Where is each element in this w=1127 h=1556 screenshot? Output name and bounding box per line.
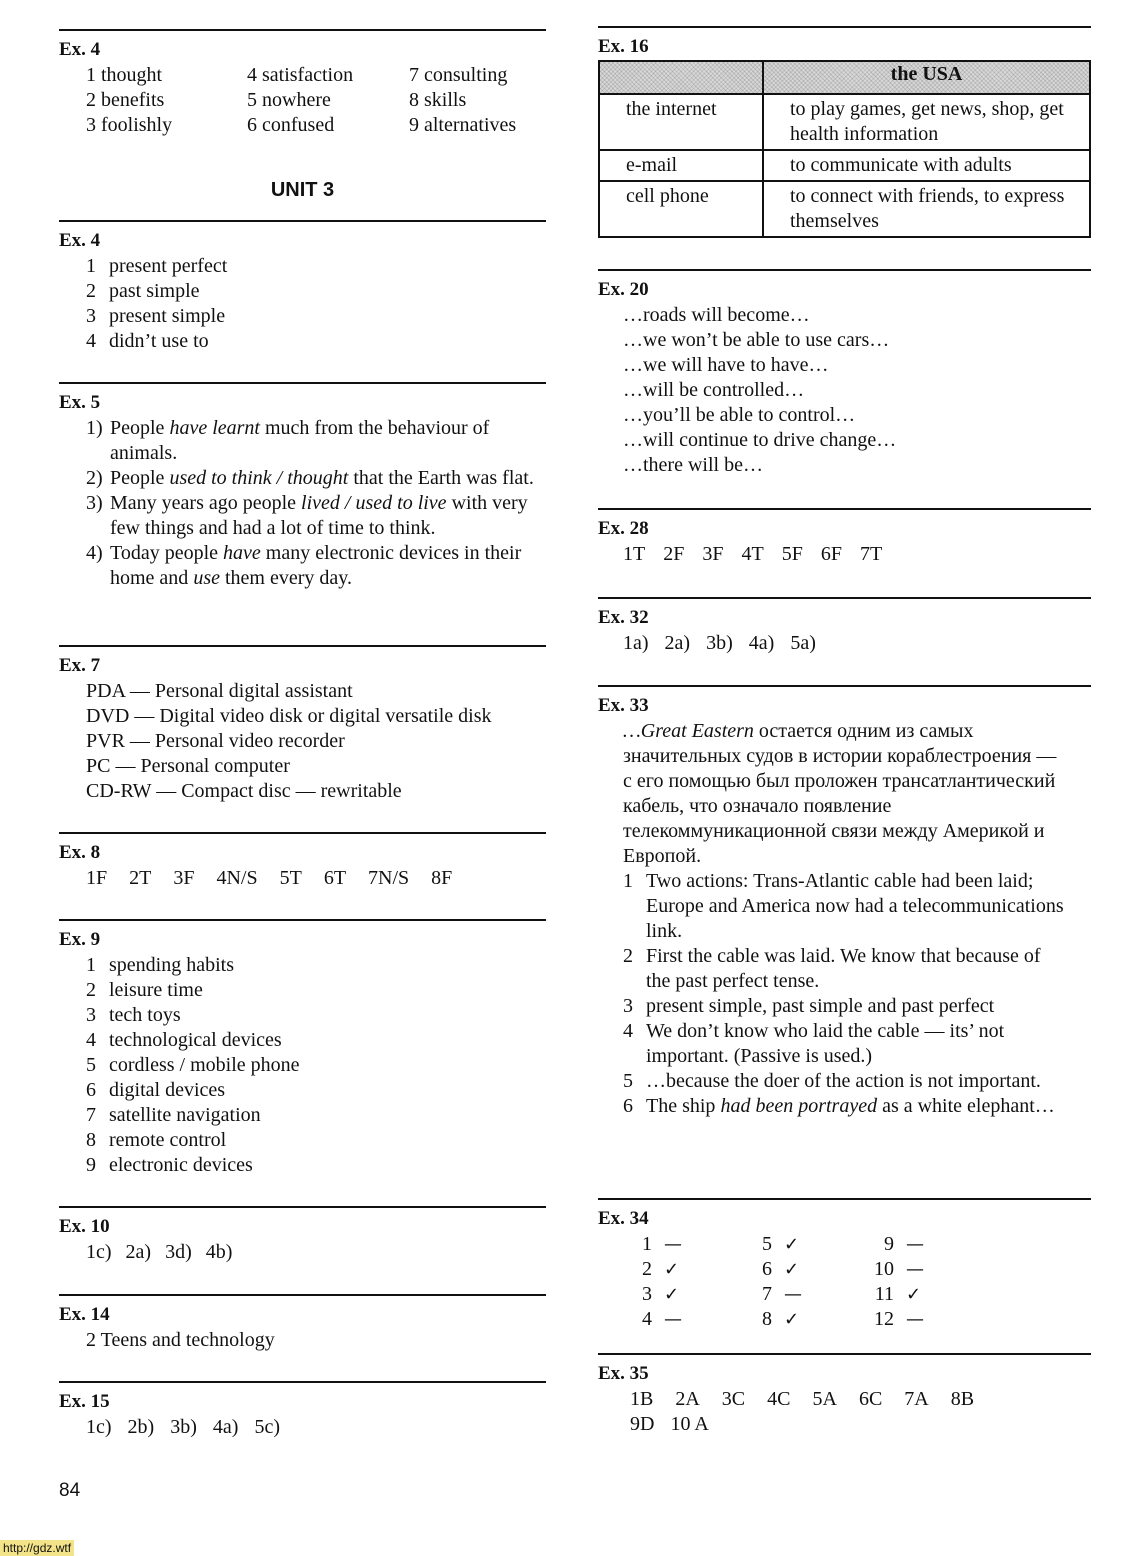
answer-item: 5a) [790, 632, 816, 654]
answer-item: 8B [950, 1388, 975, 1410]
table-row [599, 94, 1090, 150]
page-number: 84 [59, 1480, 81, 1501]
answer-item: 1 — [642, 1233, 682, 1255]
answer-row [598, 542, 1091, 567]
checkmark-icon: ✓ [906, 1284, 922, 1305]
section-ex16 [598, 26, 1091, 238]
item-number: 3 [86, 1004, 96, 1026]
item-number: 5 [86, 1054, 96, 1076]
list-item [623, 1019, 1068, 1069]
answer-item: 6 ✓ [762, 1258, 800, 1280]
list-item: PDA — Personal digital assistant [86, 680, 353, 702]
usage-table [598, 60, 1091, 238]
answer-row [598, 631, 1091, 656]
table-cell: to play games, get news, shop, get health information [763, 94, 1090, 150]
dash-icon: — [664, 1309, 682, 1330]
answer-grid [598, 1232, 1091, 1332]
item-number: 2 [86, 280, 96, 302]
exercise-title: Ex. 15 [59, 1391, 110, 1412]
section-ex34 [598, 1198, 1091, 1332]
item-text: technological devices [109, 1029, 282, 1051]
checkmark-icon: ✓ [784, 1234, 800, 1255]
item-number: 4 [86, 330, 96, 352]
answer-item: 4 satisfaction [247, 64, 354, 86]
table-header-row [599, 61, 1090, 94]
item-text: Today people have many electronic devices in their home and use them every day. [110, 542, 522, 589]
section-ex20 [598, 269, 1091, 478]
dash-icon: — [664, 1234, 682, 1255]
answer-item: 7N/S [368, 867, 410, 889]
answer-item: 8 ✓ [762, 1308, 800, 1330]
answer-grid [59, 63, 546, 138]
answer-row [59, 1240, 546, 1265]
table-cell: cell phone [599, 181, 763, 237]
answer-item: 3C [721, 1388, 746, 1410]
exercise-title: Ex. 5 [59, 392, 101, 413]
section-ex4-unit2 [59, 29, 546, 138]
answer-item: 9 alternatives [409, 114, 517, 136]
answer-item: 1c) [86, 1241, 112, 1263]
list-item: PVR — Personal video recorder [86, 730, 345, 752]
answer-item: 3b) [170, 1416, 197, 1438]
list-item [86, 953, 546, 978]
item-number: 7 [86, 1104, 96, 1126]
answer-item: 2A [675, 1388, 700, 1410]
table-row [599, 150, 1090, 181]
answer-item: 5F [781, 543, 803, 565]
answer-item: 1a) [623, 632, 649, 654]
section-ex8 [59, 832, 546, 891]
item-text: present simple [109, 305, 226, 327]
answer-item: 4a) [748, 632, 775, 654]
exercise-title: Ex. 33 [598, 695, 649, 716]
table-cell: the internet [599, 94, 763, 150]
section-ex28 [598, 508, 1091, 567]
list-item: CD-RW — Compact disc — rewritable [86, 780, 402, 802]
item-text: Many years ago people lived / used to live with very few things and had a lot of time to think. [110, 492, 528, 539]
answer-text: 2 Teens and technology [86, 1329, 275, 1351]
list-item: …will continue to drive change… [623, 429, 897, 451]
list-item [86, 1103, 546, 1128]
item-number: 1 [623, 870, 633, 892]
item-text: tech toys [109, 1004, 181, 1026]
exercise-title: Ex. 4 [59, 39, 101, 60]
list-item: DVD — Digital video disk or digital versatile disk [86, 705, 492, 727]
answer-row [59, 866, 546, 891]
list-item [86, 978, 546, 1003]
answer-item: 2a) [664, 632, 691, 654]
table-row [599, 181, 1090, 237]
item-number: 4 [623, 1020, 633, 1042]
answer-item: 2a) [125, 1241, 152, 1263]
answer-item: 2F [663, 543, 685, 565]
table-cell: to connect with friends, to express themselves [763, 181, 1090, 237]
item-number: 4) [86, 542, 103, 564]
item-text: present simple, past simple and past perfect [646, 995, 995, 1017]
list-item [86, 304, 546, 329]
item-text: digital devices [109, 1079, 226, 1101]
answer-item: 1c) [86, 1416, 112, 1438]
item-number: 2 [86, 979, 96, 1001]
answer-item: 2b) [127, 1416, 155, 1438]
answer-item: 1F [86, 867, 108, 889]
exercise-title: Ex. 28 [598, 518, 649, 539]
exercise-title: Ex. 10 [59, 1216, 110, 1237]
answer-item: 2T [129, 867, 152, 889]
table-header-cell: the USA [763, 61, 1090, 94]
answer-item: 7A [904, 1388, 929, 1410]
item-number: 5 [623, 1070, 633, 1092]
answer-item: 6T [323, 867, 347, 889]
answer-item: 1 thought [86, 64, 163, 86]
section-ex32 [598, 597, 1091, 656]
section-ex5 [59, 382, 546, 591]
list-item [86, 1003, 546, 1028]
item-text: The ship had been portrayed as a white elephant… [646, 1095, 1055, 1117]
item-text: cordless / mobile phone [109, 1054, 300, 1076]
dash-icon: — [906, 1309, 924, 1330]
answer-item: 4C [767, 1388, 791, 1410]
answer-item: 2 benefits [86, 89, 165, 111]
list-item: …we won’t be able to use cars… [623, 329, 890, 351]
answer-item: 5T [279, 867, 302, 889]
list-item [86, 254, 546, 279]
item-number: 4 [86, 1029, 96, 1051]
item-text: …because the doer of the action is not important. [646, 1070, 1041, 1092]
item-number: 6 [86, 1079, 96, 1101]
list-item [86, 1053, 546, 1078]
section-ex9 [59, 919, 546, 1178]
list-item: PC — Personal computer [86, 755, 290, 777]
answer-item: 5c) [254, 1416, 280, 1438]
section-ex4 [59, 220, 546, 354]
item-number: 2) [86, 467, 103, 489]
exercise-title: Ex. 9 [59, 929, 101, 950]
list-item [623, 869, 1068, 944]
checkmark-icon: ✓ [784, 1259, 800, 1280]
answer-item: 10 — [874, 1258, 924, 1280]
translation-paragraph: …Great Eastern остается одним из самых значительных судов в истории кораблестроения — с его помощью был проложен трансатлантический кабель, что означало появление телекоммуникационной связи между Америкой и Европой. [623, 720, 1057, 867]
list-item: …roads will become… [623, 304, 810, 326]
checkmark-icon: ✓ [784, 1309, 800, 1330]
table-header-cell [599, 61, 763, 94]
exercise-title: Ex. 14 [59, 1304, 110, 1325]
list-item [86, 416, 546, 466]
item-number: 8 [86, 1129, 96, 1151]
dash-icon: — [906, 1259, 924, 1280]
item-text: We don’t know who laid the cable — its’ not important. (Passive is used.) [646, 1020, 1005, 1067]
item-text: spending habits [109, 954, 234, 976]
exercise-title: Ex. 8 [59, 842, 101, 863]
item-text: remote control [109, 1129, 227, 1151]
exercise-title: Ex. 7 [59, 655, 101, 676]
list-item [623, 944, 1068, 994]
answer-item: 3b) [706, 632, 733, 654]
list-item: …will be controlled… [623, 379, 805, 401]
item-number: 9 [86, 1154, 96, 1176]
answer-item: 6 confused [247, 114, 335, 136]
list-item [86, 466, 546, 491]
list-item: …you’ll be able to control… [623, 404, 856, 426]
unit-heading: UNIT 3 [270, 179, 335, 201]
section-ex15 [59, 1381, 546, 1440]
item-text: past simple [109, 280, 200, 302]
answer-item: 7T [859, 543, 883, 565]
answer-item: 12 — [874, 1308, 924, 1330]
item-text: People have learnt much from the behaviour of animals. [110, 417, 490, 464]
exercise-title: Ex. 4 [59, 230, 101, 251]
answer-item: 1T [623, 543, 646, 565]
answer-item: 9D [630, 1413, 655, 1435]
answer-item: 3F [173, 867, 195, 889]
table-cell: e-mail [599, 150, 763, 181]
item-text: present perfect [109, 255, 228, 277]
answer-item: 8 skills [409, 89, 467, 111]
exercise-title: Ex. 16 [598, 36, 649, 57]
answer-item: 10 A [670, 1413, 709, 1435]
list-item [86, 541, 546, 591]
answer-item: 9 — [884, 1233, 924, 1255]
section-ex10 [59, 1206, 546, 1265]
answer-item: 4N/S [216, 867, 258, 889]
section-ex7 [59, 645, 546, 804]
answer-item: 8F [431, 867, 453, 889]
answer-row [598, 1412, 1091, 1437]
exercise-title: Ex. 32 [598, 607, 649, 628]
list-item [86, 1078, 546, 1103]
item-number: 1) [86, 417, 103, 439]
list-item [623, 1094, 1068, 1119]
answer-item: 3 ✓ [642, 1283, 680, 1305]
section-ex33 [598, 685, 1091, 1119]
exercise-title: Ex. 20 [598, 279, 649, 300]
item-text: leisure time [109, 979, 203, 1001]
answer-item: 6F [820, 543, 842, 565]
answer-item: 4T [741, 543, 764, 565]
answer-item: 5A [812, 1388, 837, 1410]
section-ex14 [59, 1294, 546, 1353]
list-item [86, 1028, 546, 1053]
item-number: 3 [623, 995, 633, 1017]
answer-item: 7 — [762, 1283, 802, 1305]
list-item [86, 279, 546, 304]
answer-item: 3d) [165, 1241, 192, 1263]
answer-item: 3F [702, 543, 724, 565]
item-number: 3 [86, 305, 96, 327]
exercise-title: Ex. 34 [598, 1208, 649, 1229]
list-item [623, 1069, 1068, 1094]
list-item: …there will be… [623, 454, 763, 476]
table-cell: to communicate with adults [763, 150, 1090, 181]
item-number: 3) [86, 492, 103, 514]
checkmark-icon: ✓ [664, 1284, 680, 1305]
answer-item: 4b) [205, 1241, 233, 1263]
list-item [86, 491, 546, 541]
dash-icon: — [906, 1234, 924, 1255]
item-text: satellite navigation [109, 1104, 261, 1126]
answer-item: 11 ✓ [874, 1283, 922, 1305]
list-item [623, 994, 1068, 1019]
item-text: electronic devices [109, 1154, 253, 1176]
answer-row [59, 1415, 546, 1440]
item-number: 6 [623, 1095, 633, 1117]
answer-item: 2 ✓ [642, 1258, 680, 1280]
answer-item: 1B [630, 1388, 654, 1410]
item-text: didn’t use to [109, 330, 209, 352]
exercise-title: Ex. 35 [598, 1363, 649, 1384]
answer-row [598, 1387, 1091, 1412]
answer-item: 4a) [212, 1416, 239, 1438]
item-text: People used to think / thought that the Earth was flat. [110, 467, 534, 489]
item-number: 1 [86, 255, 96, 277]
answer-item: 7 consulting [409, 64, 508, 86]
item-text: Two actions: Trans-Atlantic cable had been laid; Europe and America now had a telecommunications link. [646, 870, 1064, 942]
answer-item: 4 — [642, 1308, 682, 1330]
answer-item: 5 ✓ [762, 1233, 800, 1255]
answer-item: 6C [858, 1388, 883, 1410]
list-item [86, 1153, 546, 1178]
answer-item: 3 foolishly [86, 114, 173, 136]
dash-icon: — [784, 1284, 802, 1305]
item-number: 1 [86, 954, 96, 976]
list-item [86, 1128, 546, 1153]
list-item: …we will have to have… [623, 354, 829, 376]
answer-item: 5 nowhere [247, 89, 331, 111]
source-url-link[interactable]: http://gdz.wtf [0, 1540, 74, 1556]
checkmark-icon: ✓ [664, 1259, 680, 1280]
section-ex35 [598, 1353, 1091, 1437]
item-text: First the cable was laid. We know that because of the past perfect tense. [646, 945, 1041, 992]
list-item [86, 329, 546, 354]
item-number: 2 [623, 945, 633, 967]
